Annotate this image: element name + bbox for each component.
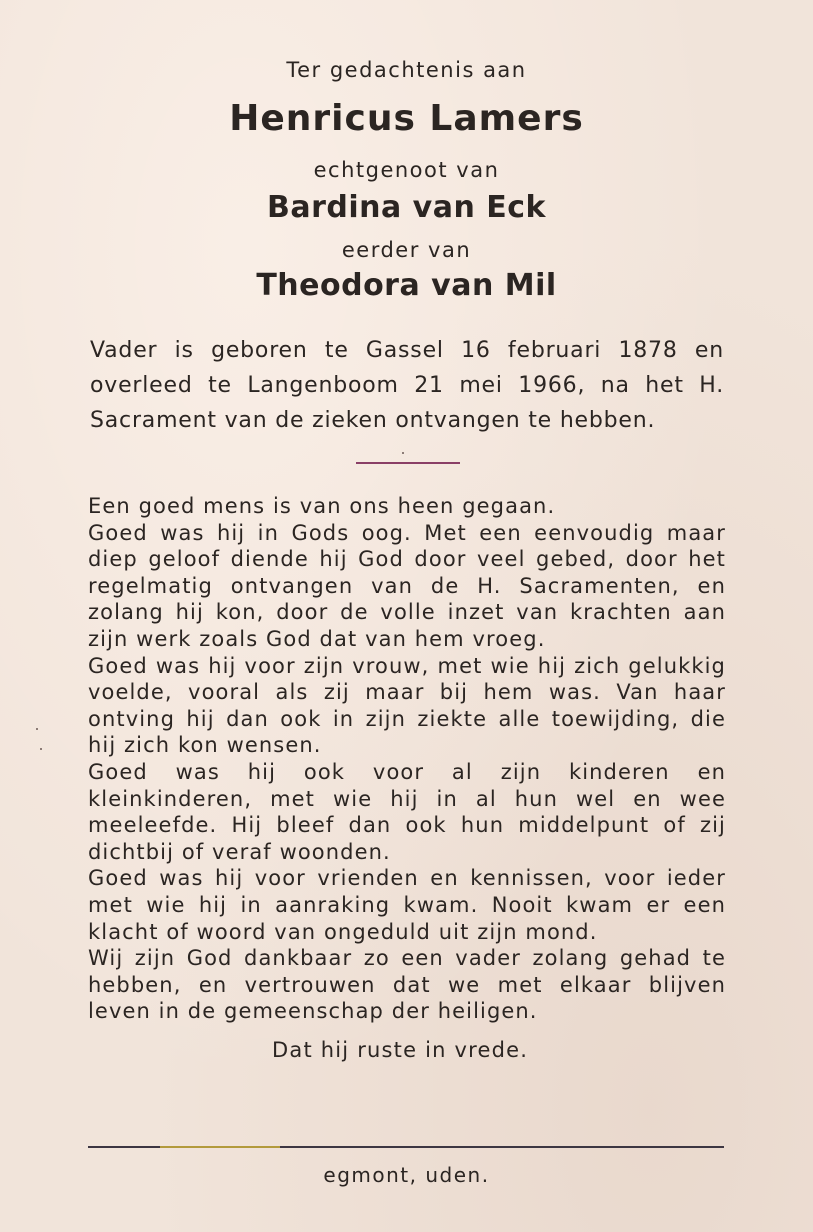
eulogy-paragraph: Wij zijn God dankbaar zo een vader zolang gehad te hebben, en vertrouwen dat we met elkaar blijven leven in de gemeenschap der heiligen. bbox=[88, 946, 726, 1024]
printer-credit: egmont, uden. bbox=[323, 1163, 490, 1187]
paper-speck bbox=[402, 452, 404, 454]
birth-death-paragraph: Vader is geboren te Gassel 16 februari 1878 en overleed te Langenboom 21 mei 1966, na het H. Sacrament van de zieken ontvangen te hebben. bbox=[90, 338, 724, 433]
eulogy-paragraph: Goed was hij voor vrienden en kennissen, voor ieder met wie hij in aanraking kwam. Nooit kwam er een klacht of woord van ongeduld uit zijn mond. bbox=[88, 866, 726, 944]
paper-speck bbox=[36, 728, 38, 730]
eulogy-paragraph: Goed was hij voor zijn vrouw, met wie hij zich gelukkig voelde, vooral als zij maar bij hem was. Van haar ontving hij dan ook in zijn ziekte alle toewijding, die hij zich kon wensen. bbox=[88, 653, 726, 758]
deceased-name: Henricus Lamers bbox=[229, 98, 584, 139]
eulogy-paragraph: Goed was hij in Gods oog. Met een eenvoudig maar diep geloof diende hij God door veel gebed, door het regelmatig ontvangen van de H. Sacramenten, en zolang hij kon, door de volle inzet van krachten aan zijn werk zoals God dat van hem vroeg. bbox=[88, 520, 726, 651]
in-memory-heading: Ter gedachtenis aan bbox=[286, 58, 527, 82]
spouse-name: Bardina van Eck bbox=[266, 190, 547, 225]
spouse-intro: echtgenoot van bbox=[313, 158, 500, 182]
eulogy-text bbox=[88, 493, 726, 1025]
eulogy-paragraph: Een goed mens is van ons heen gegaan. bbox=[88, 494, 556, 518]
former-spouse-intro: eerder van bbox=[341, 238, 472, 262]
closing-prayer: Dat hij ruste in vrede. bbox=[272, 1038, 529, 1062]
section-divider bbox=[356, 462, 460, 464]
paper-speck bbox=[40, 748, 42, 750]
eulogy-paragraph: Goed was hij ook voor al zijn kinderen en kleinkinderen, met wie hij in al hun wel en wee meeleefde. Hij bleef dan ook hun middelpunt of zij dichtbij of veraf woonden. bbox=[88, 759, 726, 864]
former-spouse-name: Theodora van Mil bbox=[256, 268, 557, 303]
footer-rule-accent bbox=[160, 1146, 280, 1148]
